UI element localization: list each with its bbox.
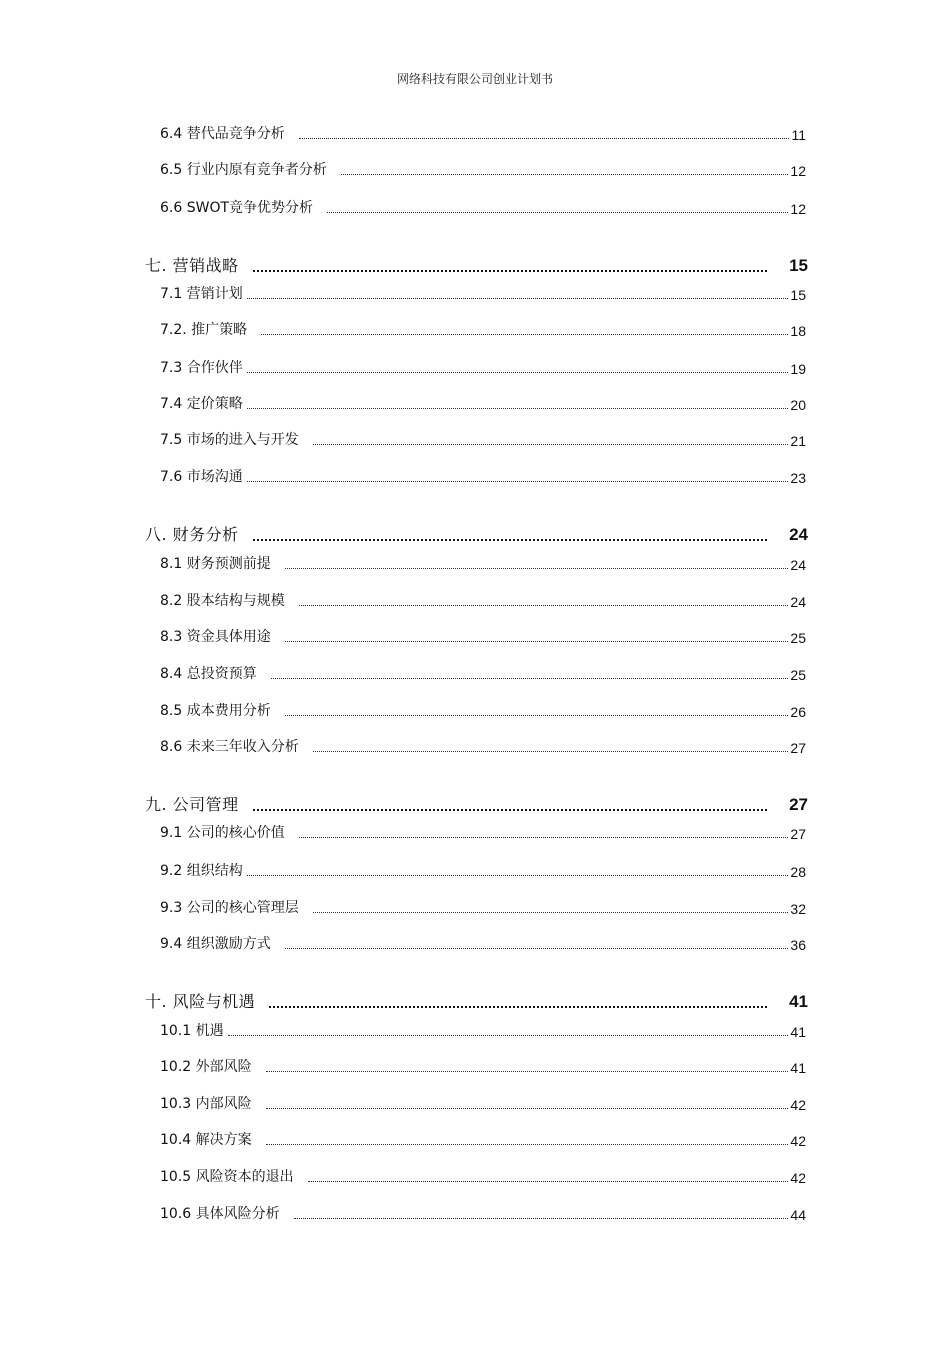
toc-leader-dots <box>253 809 767 811</box>
toc-leader-dots <box>313 751 789 752</box>
toc-leader-dots <box>299 837 789 838</box>
toc-entry-label: 7.2. 推广策略 <box>160 322 248 338</box>
toc-entry-label: 7.6 市场沟通 <box>160 469 243 485</box>
toc-page-number: 26 <box>790 704 806 720</box>
toc-page-number: 36 <box>790 937 806 953</box>
toc-entry-8-2[interactable] <box>160 590 806 610</box>
toc-entry-7-5[interactable] <box>160 429 806 449</box>
toc-entry-10-3[interactable] <box>160 1093 806 1113</box>
toc-entry-10-1[interactable] <box>160 1020 806 1040</box>
toc-page-number: 41 <box>790 1024 806 1040</box>
toc-page-number: 42 <box>790 1133 806 1149</box>
toc-entry-label: 9.4 组织激励方式 <box>160 936 271 952</box>
toc-entry-label: 9.3 公司的核心管理层 <box>160 900 299 916</box>
toc-page-number: 28 <box>790 864 806 880</box>
toc-entry-label: 6.6 SWOT竞争优势分析 <box>160 200 314 216</box>
toc-entry-label: 8.1 财务预测前提 <box>160 556 271 572</box>
toc-entry-7-6[interactable] <box>160 466 806 486</box>
toc-entry-10-5[interactable] <box>160 1166 806 1186</box>
toc-leader-dots <box>327 212 788 213</box>
toc-leader-dots <box>285 948 789 949</box>
toc-entry-6-4[interactable] <box>160 123 806 143</box>
toc-page-number: 15 <box>789 256 808 275</box>
toc-entry-label: 10.5 风险资本的退出 <box>160 1169 294 1185</box>
toc-leader-dots <box>341 174 789 175</box>
toc-page-number: 18 <box>790 323 806 339</box>
toc-entry-6-6[interactable] <box>160 197 806 217</box>
toc-entry-label: 10.6 具体风险分析 <box>160 1206 280 1222</box>
toc-chapter-10[interactable] <box>145 990 808 1012</box>
toc-leader-dots <box>247 298 789 299</box>
toc-entry-9-2[interactable] <box>160 860 806 880</box>
toc-entry-label: 8.3 资金具体用途 <box>160 629 271 645</box>
toc-entry-10-4[interactable] <box>160 1129 806 1149</box>
toc-entry-7-4[interactable] <box>160 393 806 413</box>
toc-leader-dots <box>266 1144 789 1145</box>
toc-entry-label: 8.5 成本费用分析 <box>160 703 271 719</box>
toc-page-number: 25 <box>790 667 806 683</box>
toc-page-number: 24 <box>790 594 806 610</box>
toc-chapter-8[interactable] <box>145 523 808 545</box>
toc-leader-dots <box>285 641 789 642</box>
toc-entry-6-5[interactable] <box>160 159 806 179</box>
toc-page-number: 42 <box>790 1097 806 1113</box>
toc-entry-label: 9.2 组织结构 <box>160 863 243 879</box>
toc-chapter-label: 八. 财务分析 <box>145 525 239 544</box>
toc-page-number: 41 <box>790 1060 806 1076</box>
toc-leader-dots <box>285 715 789 716</box>
toc-leader-dots <box>294 1218 789 1219</box>
toc-leader-dots <box>261 334 788 335</box>
toc-entry-label: 6.5 行业内原有竞争者分析 <box>160 162 327 178</box>
toc-leader-dots <box>247 408 789 409</box>
toc-entry-label: 8.4 总投资预算 <box>160 666 257 682</box>
page-header: 网络科技有限公司创业计划书 <box>396 72 553 86</box>
toc-entry-7-3[interactable] <box>160 357 806 377</box>
toc-leader-dots <box>247 372 789 373</box>
toc-entry-7-1[interactable] <box>160 283 806 303</box>
toc-leader-dots <box>308 1181 789 1182</box>
toc-leader-dots <box>266 1108 789 1109</box>
toc-page-number: 27 <box>790 740 806 756</box>
toc-page-number: 15 <box>790 287 806 303</box>
toc-entry-9-1[interactable] <box>160 822 806 842</box>
toc-entry-label: 10.1 机遇 <box>160 1023 224 1039</box>
toc-entry-7-2[interactable] <box>160 319 806 339</box>
toc-page-number: 24 <box>790 557 806 573</box>
toc-leader-dots <box>313 912 789 913</box>
toc-entry-label: 8.2 股本结构与规模 <box>160 593 285 609</box>
toc-leader-dots <box>271 678 789 679</box>
toc-page-number: 27 <box>789 795 808 814</box>
toc-entry-8-6[interactable] <box>160 736 806 756</box>
toc-entry-label: 10.2 外部风险 <box>160 1059 252 1075</box>
toc-entry-label: 10.4 解决方案 <box>160 1132 252 1148</box>
toc-chapter-label: 九. 公司管理 <box>145 795 239 814</box>
toc-entry-8-4[interactable] <box>160 663 806 683</box>
toc-entry-9-3[interactable] <box>160 897 806 917</box>
toc-page-number: 41 <box>789 992 808 1011</box>
toc-leader-dots <box>269 1006 767 1008</box>
toc-entry-label: 7.4 定价策略 <box>160 396 243 412</box>
toc-page-number: 20 <box>790 397 806 413</box>
toc-page-number: 25 <box>790 630 806 646</box>
toc-leader-dots <box>313 444 789 445</box>
toc-entry-8-1[interactable] <box>160 553 806 573</box>
toc-entry-label: 7.1 营销计划 <box>160 286 243 302</box>
toc-page-number: 21 <box>790 433 806 449</box>
toc-chapter-label: 十. 风险与机遇 <box>145 992 256 1011</box>
toc-leader-dots <box>247 875 789 876</box>
toc-page-number: 27 <box>790 826 806 842</box>
toc-chapter-label: 七. 营销战略 <box>145 256 239 275</box>
toc-entry-label: 7.3 合作伙伴 <box>160 360 243 376</box>
toc-entry-8-3[interactable] <box>160 626 806 646</box>
toc-leader-dots <box>228 1035 789 1036</box>
toc-entry-10-6[interactable] <box>160 1203 806 1223</box>
toc-page-number: 24 <box>789 525 808 544</box>
toc-page-number: 12 <box>790 163 806 179</box>
toc-page-number: 19 <box>790 361 806 377</box>
toc-leader-dots <box>299 138 790 139</box>
toc-entry-label: 6.4 替代品竞争分析 <box>160 126 285 142</box>
toc-entry-label: 7.5 市场的进入与开发 <box>160 432 299 448</box>
toc-chapter-7[interactable] <box>145 254 808 276</box>
toc-leader-dots <box>253 270 767 272</box>
toc-entry-8-5[interactable] <box>160 700 806 720</box>
toc-entry-label: 10.3 内部风险 <box>160 1096 252 1112</box>
toc-leader-dots <box>266 1071 789 1072</box>
toc-leader-dots <box>285 568 789 569</box>
toc-page-number: 42 <box>790 1170 806 1186</box>
toc-page-number: 32 <box>790 901 806 917</box>
toc-page-number: 23 <box>790 470 806 486</box>
toc-leader-dots <box>247 481 789 482</box>
toc-entry-9-4[interactable] <box>160 933 806 953</box>
toc-entry-label: 9.1 公司的核心价值 <box>160 825 285 841</box>
toc-leader-dots <box>253 539 767 541</box>
toc-leader-dots <box>299 605 789 606</box>
toc-chapter-9[interactable] <box>145 793 808 815</box>
toc-page-number: 44 <box>790 1207 806 1223</box>
toc-entry-label: 8.6 未来三年收入分析 <box>160 739 299 755</box>
toc-page-number: 11 <box>791 127 806 143</box>
toc-entry-10-2[interactable] <box>160 1056 806 1076</box>
toc-page-number: 12 <box>790 201 806 217</box>
